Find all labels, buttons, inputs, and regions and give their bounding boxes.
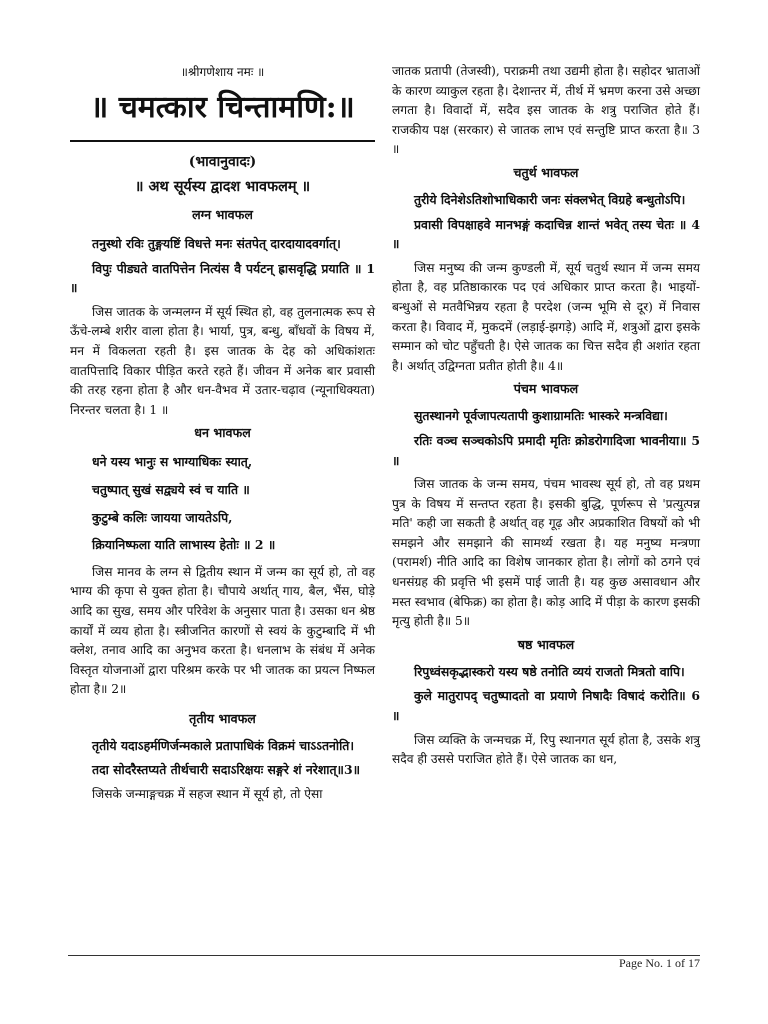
left-column: [70, 62, 375, 805]
paragraph-2: जिस मानव के लग्न से द्वितीय स्थान में जन्म का सूर्य हो, तो वह भाग्य की कृपा से युक्त होता है। चौपाये अर्थात् गाय, बैल, भैंस, घोड़े आदि का सुख, समय और परिवेश के अनुसार पाता है। उसका धन श्रेष्ठ कार्यों में व्यय होता है। स्त्रीजनित कारणों से स्वयं के कुटुम्बादि में भी क्लेश, तनाव आदि का अनुभव करता है। धनलाभ के संबंध में अनेक विस्तृत योजनाओं द्वारा परिश्रम करके पर भी जातक का प्रयत्न निष्फल होता है॥ 2॥: [70, 564, 375, 697]
paragraph-5: जिस जातक के जन्म समय, पंचम भावस्थ सूर्य हो, तो वह प्रथम पुत्र के विषय में सन्तप्त रहता है। इसकी बुद्धि, पूर्णरूप से 'प्रत्युत्पन्न मति' कही जा सकती है अर्थात् वह गूढ़ और अप्रकाशित विषयों को भी समझने और समझाने की सामर्थ्य रखता है। यह मनुष्य मन्त्रणा (परामर्श) नीति आदि का विशेष जानकार होता है। लोगों को ठगने एवं धनसंग्रह की प्रवृत्ति भी इसमें पाई जाती है। यह कुछ असावधान और मस्त स्वभाव (बेफिक्र) का होता है। कोड़ आदि में पीड़ा के कारण इसकी मृत्यु होती है॥ 5॥: [392, 477, 700, 629]
footer-divider: [68, 955, 700, 956]
paragraph-6: जिस व्यक्ति के जन्मचक्र में, रिपु स्थानगत सूर्य होता है, उसके शत्रु सदैव ही उससे पराजित होते हैं। ऐसे जातक का धन,: [392, 732, 700, 767]
heading-tritiya: तृतीय भावफल: [189, 710, 256, 726]
verse-4a: तुरीये दिनेशेऽतिशोभाधिकारी जनः संक्लभेत् विग्रहे बन्धुतोऽपि।: [414, 191, 686, 207]
page-title: ॥ चमत्कार चिन्तामणि:॥: [90, 90, 355, 125]
title-divider: [70, 140, 375, 142]
page-number: Page No. 1 of 17: [619, 956, 700, 970]
subtitle: (भावानुवादः): [188, 154, 257, 170]
heading-dhana: धन भावफल: [194, 425, 251, 441]
paragraph-3: जिसके जन्माङ्गचक्र में सहज स्थान में सूर्य हो, तो ऐसा: [92, 787, 323, 802]
right-column: [392, 62, 700, 770]
heading-panchama: पंचम भावफल: [513, 381, 579, 397]
heading-chaturtha: चतुर्थ भावफल: [513, 164, 579, 180]
heading-lagna: लग्न भावफल: [192, 207, 253, 222]
verse-2a: धने यस्य भानुः स भाग्याधिकः स्यात्,: [92, 454, 253, 470]
verse-5b: रतिः वञ्च सञ्चकोऽपि प्रमादी मृतिः क्रोडरोगादिजा भावनीया॥ 5 ॥: [392, 432, 700, 468]
verse-2c: कुटुम्बे कलिः जायया जायतेऽपि,: [92, 509, 233, 525]
paragraph-4: जिस मनुष्य की जन्म कुण्डली में, सूर्य चतुर्थ स्थान में जन्म समय होता है, वह प्रतिष्ठाकारक पद एवं अधिकार प्राप्त करता है। भाइयों-बन्धुओं से मतवैभिन्नय रहता है परदेश (जन्म भूमि से दूर) में निवास करता है। विवाद में, मुकदमें (लड़ाई-झगड़े) आदि में, शत्रुओं द्वारा इसके सम्मान को चोट पहुँचती है। ऐसे जातक का चित्त सदैव ही अशांत रहता है। अर्थात् उद्विग्नता प्रतीत होती है॥ 4॥: [392, 260, 700, 373]
verse-1b: विपुः पीड्यते वातपित्तेन नित्यंस वै पर्यटन् ह्रासवृद्धि प्रयाति ॥ 1 ॥: [70, 260, 375, 296]
verse-6b: कुले मातुरापद् चतुष्पादतो वा प्रयाणे निषादैः विषादं करोति॥ 6 ॥: [392, 688, 700, 724]
heading-shashtha: षष्ठ भावफल: [517, 636, 575, 652]
verse-4b: प्रवासी विपक्षाहवे मानभङ्गं कदाचिन्न शान्तं भवेत् तस्य चेतः ॥ 4 ॥: [392, 216, 700, 252]
section-title: ॥ अथ सूर्यस्य द्वादश भावफलम् ॥: [134, 178, 311, 195]
verse-2d: क्रियानिष्फला याति लाभास्य हेतोः ॥ 2 ॥: [92, 537, 276, 553]
verse-3a: तृतीये यदाऽहर्मणिर्जन्मकाले प्रतापाधिकं विक्रमं चाऽऽतनोति।: [92, 737, 355, 753]
paragraph-3-continued: जातक प्रतापी (तेजस्वी), पराक्रमी तथा उद्यमी होता है। सहोदर भ्राताओं के कारण व्याकुल रहता है। देशान्तर में, तीर्थ में भ्रमण करना उसे अच्छा लगता है। विवादों में, सदैव इस जातक के शत्रु पराजित होते हैं। राजकीय पक्ष (सरकार) से जातक लाभ एवं सन्तुष्टि प्राप्त करता है॥ 3 ॥: [392, 64, 700, 157]
verse-2b: चतुष्पात् सुखं सद्व्यये स्वं च याति ॥: [92, 481, 250, 497]
paragraph-1: जिस जातक के जन्मलग्न में सूर्य स्थित हो, वह तुलनात्मक रूप से ऊँचे-लम्बे शरीर वाला होता है। भार्या, पुत्र, बन्धु, बाँधवों के विषय में, मन में विकलता रहती है। इस जातक के देह को अधिकांशतः वातपित्तादि विकार पीड़ित करते रहते हैं। जीवन में अनेक बार प्रवासी की तरह रहना होता है और धन-वैभव में उतार-चढ़ाव (न्यूनाधिक्यता) निरन्तर चलता है। 1 ॥: [70, 304, 375, 417]
verse-1a: तनुस्थो रविः तुङ्गयष्टिं विधत्ते मनः संतपेत् दारदायादवर्गात्।: [92, 236, 341, 251]
verse-6a: रिपुध्वंसकृद्भास्करो यस्य षष्ठे तनोति व्ययं राजतो मित्रतो वापि।: [414, 663, 685, 679]
verse-5a: सुतस्थानगे पूर्वजापत्यतापी कुशाग्रामतिः भास्करे मन्त्रविद्या।: [414, 408, 668, 424]
invocation: ॥श्रीगणेशाय नमः ॥: [180, 65, 265, 79]
verse-3b: तदा सोदरैस्तप्यते तीर्थचारी सदाऽरिक्षयः सङ्गरे शं नरेशात्॥3॥: [92, 762, 360, 778]
